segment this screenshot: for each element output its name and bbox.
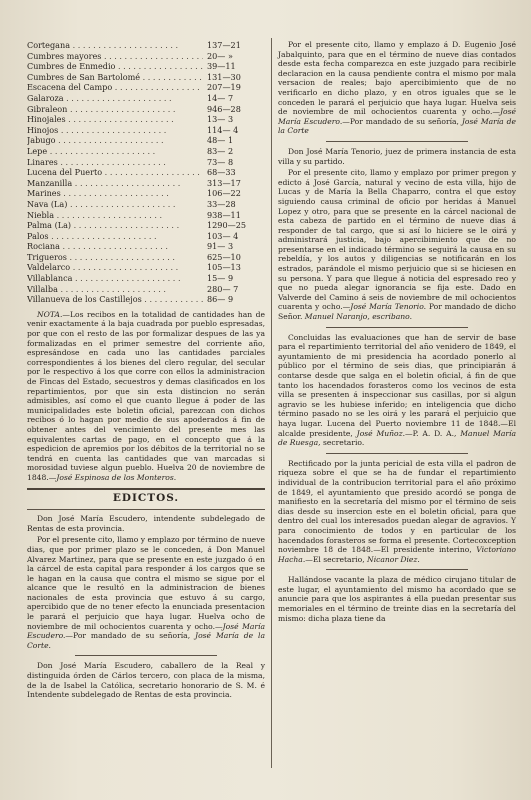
town-name: Palma (La) . . .	[27, 220, 179, 230]
edictos-heading: EDICTOS.	[112, 491, 180, 504]
row-name-wrap	[27, 199, 203, 210]
town-value: 207—19	[207, 82, 241, 93]
row-name-wrap	[27, 167, 203, 178]
town-name: Lucena del Puerto . . .	[27, 167, 203, 177]
right2-body: Por el presente cito, llamo y emplazo por primer pregon y edicto á José García, natural y vecino de esta villa, hijo de Lucas y de María la Bella Chaparro, contra el que estoy siguiendo causa criminal de oficio por heridas á Manuel Lopez y otro, para que se presente en la cárcel nacional de esta cabeza de partido en el término de nueve dias á responder de tal cargo, que si así lo hiciere se le oirá y administrará justicia, bajo apercibimiento que de no presentarse en el indicado término se seguirá la causa en su rebeldía, y los autos y diligencias se notificarán en los estrados, parándole el mismo perjuicio que si se hiciesen en su persona. Y para que llegue á noticia del espresado reo y que no pueda alegar ignorancia se fija este. Dado en Valverde del Camino á seis de noviembre de mil ochocientos cuarenta y ocho.—José María Tenorio. Por mandado de dicho Señor. Manuel Naranjo, escribano.	[278, 168, 516, 322]
edicto1-clerk: José María de la Corte.	[27, 631, 266, 650]
town-name: Cumbres de Enmedio . . .	[27, 61, 203, 71]
town-value: 68—33	[207, 167, 236, 178]
town-name: Palos . . .	[27, 231, 157, 241]
town-value: 114— 4	[207, 124, 239, 135]
town-name: Valdelarco . . .	[27, 262, 178, 272]
town-value: 131—30	[207, 71, 241, 82]
table-row	[27, 294, 265, 305]
row-name-wrap	[27, 146, 203, 157]
town-value: 91— 3	[207, 241, 234, 252]
row-name-wrap	[27, 188, 203, 199]
column-divider	[271, 38, 272, 768]
section-rule	[27, 488, 265, 490]
table-row	[27, 104, 265, 115]
right1-signature: José María Escudero.	[278, 107, 516, 126]
right2-signature: José María Tenorio.	[350, 302, 427, 312]
town-value: 625—10	[207, 251, 241, 262]
town-name: Niebla . . .	[27, 210, 162, 220]
town-name: Linares . . .	[27, 157, 166, 167]
town-name: Gibraleon . . .	[27, 104, 175, 114]
town-value: 15— 9	[207, 273, 234, 284]
row-name-wrap	[27, 40, 203, 51]
table-row	[27, 284, 265, 295]
right1-clerk: José María de la Corte	[278, 116, 516, 136]
table-row	[27, 82, 265, 93]
town-value: 946—28	[207, 103, 241, 114]
row-name-wrap	[27, 93, 203, 104]
town-name: Cumbres de San Bartolomé . . .	[27, 72, 203, 82]
row-name-wrap	[27, 125, 203, 136]
right1-body: Por el presente cito, llamo y emplazo á D. Eugenio José Jabalquinto, para que en el término de nueve dias contados desde esta fecha comparezca en este juzgado para recibirle declaracion en la causa pendiente contra el mismo por mala versacion de reales; bajo apercibimiento que de no verificarlo en dicho plazo, y en otros iguales que se le conceden le parará el perjuicio que haya lugar. Huelva seis de noviembre de mil ochocientos cuarenta y ocho.—José María Escudero.—Por mandado de su señoría, José María de la Corte	[278, 40, 516, 136]
row-name-wrap	[27, 294, 203, 305]
table-row	[27, 199, 265, 210]
edicto1-title: Don José María Escudero, intendente subdelegado de Rentas de esta provincia.	[27, 514, 265, 533]
row-name-wrap	[27, 241, 203, 252]
town-value: 103— 4	[207, 230, 239, 241]
town-value: 1290—25	[207, 220, 246, 231]
table-row	[27, 61, 265, 72]
table-row	[27, 220, 265, 231]
row-name-wrap	[27, 220, 203, 231]
row-name-wrap	[27, 61, 203, 72]
town-name: Cortegana . . .	[27, 40, 178, 50]
town-name: Hinojos . . .	[27, 125, 166, 135]
town-value: 137—21	[207, 40, 241, 50]
row-name-wrap	[27, 82, 203, 93]
town-value: 313—17	[207, 177, 241, 188]
row-name-wrap	[27, 114, 203, 125]
town-name: Villalba . . .	[27, 284, 166, 294]
town-value: 39—11	[207, 61, 236, 72]
right4-signature: Victoriano Hacha.	[278, 545, 516, 564]
right3-body: Concluidas las evaluaciones que han de servir de base para el repartimiento territorial del año venidero de 1849, el ayuntamiento de mi presidencia ha acordado ponerlo al público por el término de seis dias, que principiarán á contarse desde que salga en el boletin oficial, á fin de que tanto los hacendados forasteros como los vecinos de esta villa se presenten á inspeccionar sus casillas, por si algun agravio se les hubiese inferido; en inteligencia que dicho término pasado no se les oirá y les parará el perjuicio que haya lugar. Lucena del Puerto noviembre 11 de 1848.—El alcalde presidente, José Muñoz.—P. A. D. A., Manuel María de Ruesga, secretario.	[278, 332, 516, 448]
right3-signature: José Muñoz.	[356, 428, 406, 438]
separator	[326, 141, 469, 142]
edicto2-text: Don José María Escudero, caballero de la Real y distinguida órden de Cárlos tercero, con placa de la misma, de la de Isabel la Católica, secretario honorario de S. M. é Intendente subdelegado de Rentas de esta provincia.	[27, 661, 265, 700]
table-row	[27, 146, 265, 157]
town-value: 33—28	[207, 198, 236, 209]
town-name: Escacena del Campo . . .	[27, 82, 203, 92]
town-name: Cumbres mayores . . .	[27, 51, 203, 61]
right5-body: Hallándose vacante la plaza de médico cirujano titular de este lugar, el ayuntamiento del mismo ha acordado que se anuncie para que los aspirantes á ella puedan presentar sus memoriales en el término de treinte dias en la secretaría del mismo: dicha plaza tiene da	[278, 575, 516, 623]
left-column	[27, 40, 265, 702]
table-row	[27, 241, 265, 252]
town-name: Nava (La) . . .	[27, 199, 175, 209]
heading-rule	[27, 509, 265, 510]
town-value: 20— »	[207, 50, 233, 61]
table-row	[27, 114, 265, 125]
table-row	[27, 178, 265, 189]
town-value: 13— 3	[207, 114, 234, 125]
town-name: Trigueros . . .	[27, 252, 175, 262]
right-column	[278, 40, 516, 625]
town-name: Jabugo . . .	[27, 135, 164, 145]
edicto1-signature: José María Escudero.	[27, 621, 265, 641]
table-row	[27, 51, 265, 62]
row-name-wrap	[27, 157, 203, 168]
town-value: 86— 9	[207, 294, 234, 305]
town-value: 106—22	[207, 188, 241, 199]
row-name-wrap	[27, 262, 203, 273]
nota-paragraph: NOTA.—Los recibos en la totalidad de cantidades han de venir exactamente á la baja cuadrada por pueblo espresadas, por que con el resto de las por formalizar despues de las ya formalizadas en el primer semestre del corriente año, espresándose en cada uno las cantidades parciales correspondientes á los bienes del clero regular, del secular por le respectivo á los que corre con ellos la administracion de Fincas del Estado, secuestros y demas clasificados en los repartimientos, por que sin esta distincion no serán admisibles, así como el que cuanto llegue á poder de las municipalidades este boletin oficial, parezcan con dichos recibos ó lo hagan por medio de sus apoderados á fin de obtener antes del vencimiento del presente mes las equivalentes cartas de pago, en el concepto que á la espedicion de apremios por los débitos de la territorial no se tendrá en cuenta las cantidades que van marcadas si morosidad tuviese algun pueblo. Huelva 20 de noviembre de 1848.—José Espinosa de los Monteros.	[27, 309, 265, 482]
table-row	[27, 40, 265, 51]
nota-signature: José Espinosa de los Monteros.	[56, 472, 177, 482]
table-row	[27, 188, 265, 199]
town-name: Manzanilla . . .	[27, 178, 180, 188]
right4-clerk: Nicanor Diez.	[367, 554, 420, 564]
contribution-table	[27, 40, 265, 305]
town-name: Hinojales . . .	[27, 114, 174, 124]
town-value: 48— 1	[207, 135, 234, 146]
row-name-wrap	[27, 51, 203, 62]
row-name-wrap	[27, 210, 203, 221]
town-value: 73— 8	[207, 156, 234, 167]
town-name: Rociana . . .	[27, 241, 168, 251]
separator	[75, 655, 218, 656]
row-name-wrap	[27, 231, 203, 242]
table-row	[27, 125, 265, 136]
separator	[326, 453, 469, 454]
right3-clerk: Manuel María de Ruesga,	[278, 428, 516, 448]
town-name: Galaroza . . .	[27, 93, 172, 103]
town-name: Villablanca . . .	[27, 273, 181, 283]
town-value: 105—13	[207, 262, 241, 273]
row-name-wrap	[27, 72, 203, 83]
table-row	[27, 167, 265, 178]
table-row	[27, 262, 265, 273]
row-name-wrap	[27, 178, 203, 189]
table-row	[27, 210, 265, 221]
edicto1-body: Por el presente cito, llamo y emplazo por término de nueve dias, que por primer plazo se le conceden, á Don Manuel Alvarez Martinez, para que se presente en este juzgado ó en la cárcel de esta capital para responder á los cargos que se le hagan en la causa que contra el mismo se sigue por el alcance que le resultó en la administracion de bienes nacionales de esta provincia que estuvo á su cargo, apercibido que de no tener efecto la enunciada presentacion le parará el perjuicio que haya lugar. Huelva ocho de noviembre de mil ochocientos cuarenta y ocho.—José María Escudero.—Por mandado de su señoría, José María de la Corte.	[27, 535, 266, 650]
town-value: 83— 2	[207, 145, 234, 156]
row-name-wrap	[27, 284, 203, 295]
row-name-wrap	[27, 135, 203, 146]
table-row	[27, 72, 265, 83]
nota-label: NOTA.	[37, 309, 63, 319]
town-name: Lepe . . .	[27, 146, 155, 156]
table-row	[27, 135, 265, 146]
table-row	[27, 93, 265, 104]
table-row	[27, 252, 265, 263]
separator	[326, 327, 469, 328]
row-name-wrap	[27, 252, 203, 263]
right2-clerk: Manuel Naranjo, escribano.	[304, 312, 413, 322]
town-value: 938—11	[207, 209, 241, 220]
row-name-wrap	[27, 273, 203, 284]
town-name: Villanueva de los Castillejos . . .	[27, 294, 203, 304]
right2-title: Don José María Tenorio, juez de primera instancia de esta villa y su partido.	[278, 146, 516, 166]
separator	[326, 569, 469, 570]
town-value: 280— 7	[207, 283, 239, 294]
town-name: Marines . . .	[27, 188, 169, 198]
table-row	[27, 157, 265, 168]
row-name-wrap	[27, 104, 203, 115]
town-value: 14— 7	[207, 92, 234, 103]
table-row	[27, 273, 265, 284]
right4-body: Rectificado por la junta pericial de esta villa el padron de riqueza sobre el que se ha de fundar el repartimiento individual de la contribucion territorial para el año próximo de 1849, el ayuntamiento que presido acordó se ponga de manifiesto en la secretaría del mismo por el término de seis dias desde su insercion este en el boletin oficial, para que dentro del cual los interesados puedan alegar de agravios. Y para conocimiento de todos y en particular de los hacendados forasteros se forma el presente. Cortecoxception noviembre 18 de 1848.—El presidente interino, Victoriano Hacha.—El secretario, Nicanor Diez.	[278, 458, 516, 564]
table-row	[27, 231, 265, 242]
